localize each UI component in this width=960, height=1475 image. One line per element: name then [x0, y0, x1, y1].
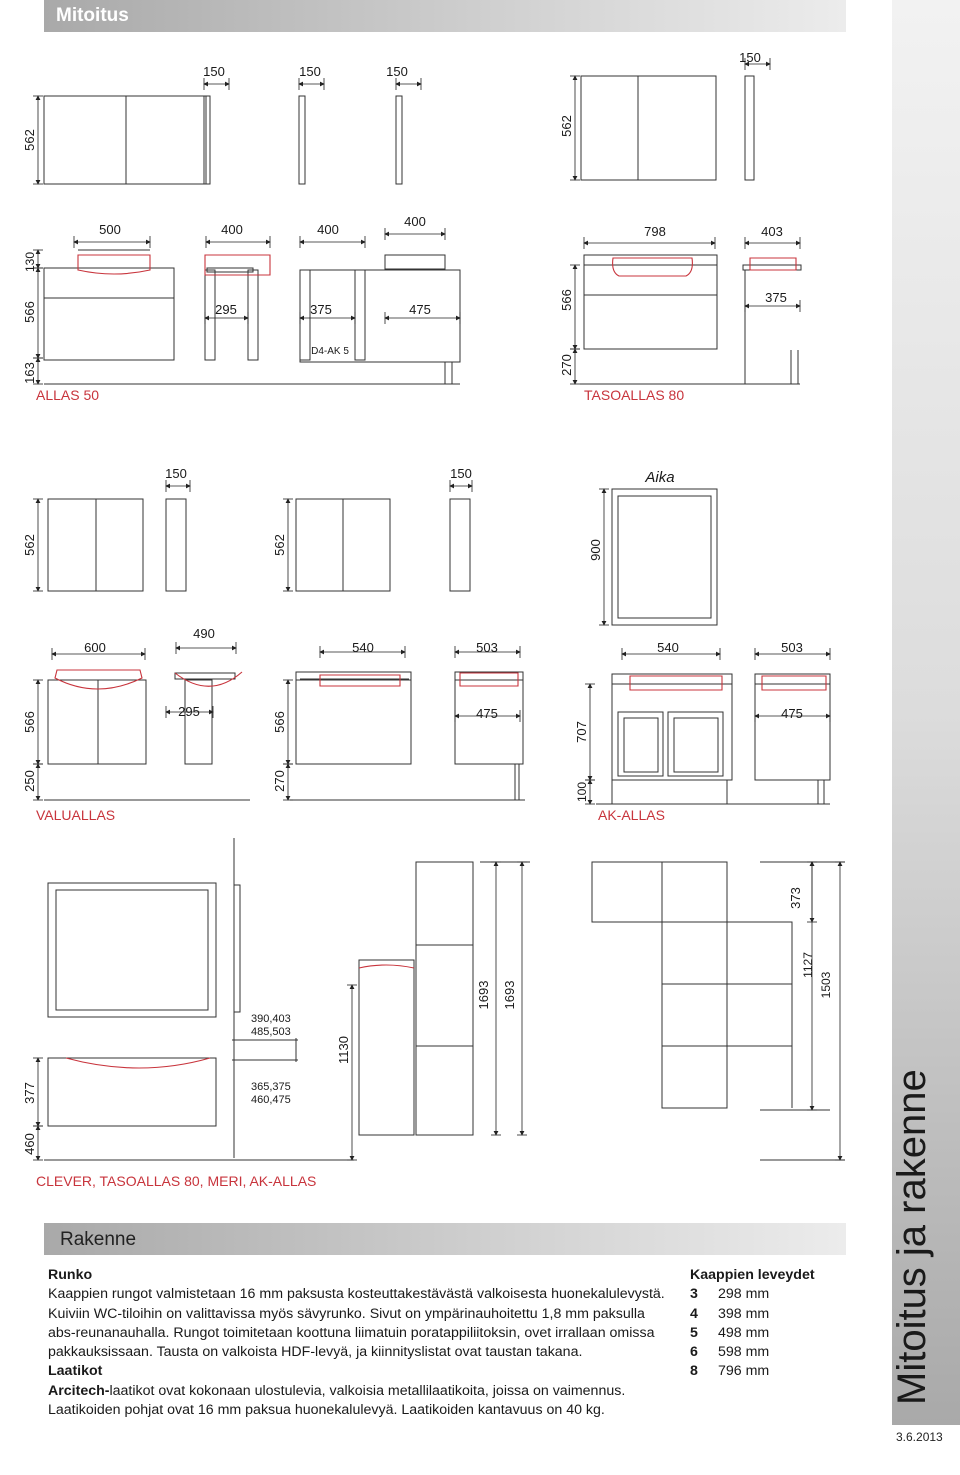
- cabinet-outline: [355, 270, 365, 360]
- cabinet-outline: [612, 489, 717, 625]
- arcitech-body: laatikot ovat kokonaan ulostulevia, valkoisia metallilaatikoita, joissa on vaimennus. Laatikoiden pohjat ovat 16 mm paksua huonekalulevyä. Laatikoiden kantavuus on 40 kg.: [48, 1382, 626, 1419]
- cabinet-outline: [175, 673, 235, 679]
- dimension-label: 562: [22, 534, 37, 556]
- cabinet-outline: [662, 984, 727, 1046]
- dimension-label: 798: [644, 224, 666, 239]
- basin-outline: [78, 255, 150, 274]
- dimension-label: 600: [84, 640, 106, 655]
- basin-outline: [762, 676, 826, 690]
- dimension-label: 475: [409, 302, 431, 317]
- logo-text: Aika: [645, 469, 675, 486]
- cabinet-outline: [359, 960, 414, 1135]
- dimension-label: 566: [22, 711, 37, 733]
- section-title: VALUALLAS: [36, 807, 116, 823]
- dimension-label: 540: [657, 640, 679, 655]
- basin-outline: [66, 1058, 210, 1068]
- dimension-label: 562: [22, 129, 37, 151]
- dimension-label: 566: [272, 711, 287, 733]
- cabinet-outline: [44, 268, 174, 298]
- cabinet-outline: [674, 718, 718, 772]
- cabinet-outline: [450, 499, 470, 591]
- dimension-label: 150: [386, 64, 408, 79]
- dimension-label: 566: [22, 301, 37, 323]
- dimension-label: 1127: [801, 952, 815, 978]
- dimension-label: 707: [574, 721, 589, 743]
- runko-title: Runko: [48, 1267, 93, 1283]
- cabinet-outline: [343, 499, 390, 591]
- cabinet-outline: [581, 76, 638, 180]
- basin-outline: [613, 258, 693, 276]
- cabinet-outline: [126, 96, 206, 184]
- dimension-label: 377: [22, 1082, 37, 1104]
- upper-widths-label: 390,403 485,503: [251, 1013, 291, 1038]
- dimension-label: 295: [178, 704, 200, 719]
- width-row: 8 796 mm: [690, 1363, 770, 1380]
- dimension-label: 295: [215, 302, 237, 317]
- cabinet-outline: [745, 76, 754, 180]
- cabinet-outline: [455, 680, 523, 764]
- laatikot-title: Laatikot: [48, 1363, 103, 1380]
- cabinet-outline: [48, 680, 98, 764]
- dimension-label: 250: [22, 770, 37, 792]
- width-row: 5 498 mm: [690, 1324, 770, 1341]
- section-title: CLEVER, TASOALLAS 80, MERI, AK-ALLAS: [36, 1173, 317, 1189]
- dimension-label: 270: [272, 770, 287, 792]
- arcitech-bold: Arcitech-: [48, 1382, 110, 1399]
- dimension-label: 562: [272, 534, 287, 556]
- dimension-label: 375: [765, 290, 787, 305]
- cabinet-outline: [416, 1046, 473, 1135]
- rakenne-title: Rakenne: [60, 1229, 137, 1250]
- dimension-label: 150: [299, 64, 321, 79]
- cabinet-outline: [205, 270, 215, 360]
- cabinet-outline: [755, 684, 830, 780]
- basin-outline: [750, 258, 796, 270]
- dimension-label: 566: [559, 289, 574, 311]
- cabinet-outline: [416, 862, 473, 1046]
- dimension-label: 375: [310, 302, 332, 317]
- cabinet-outline: [727, 922, 792, 984]
- dimension-label: 400: [317, 222, 339, 237]
- dimension-label: 400: [221, 222, 243, 237]
- cabinet-outline: [584, 265, 717, 295]
- cabinet-outline: [299, 96, 305, 184]
- cabinet-outline: [300, 270, 310, 360]
- dimension-label: 130: [23, 251, 37, 273]
- dimension-label: 1693: [476, 980, 491, 1010]
- dimension-label: 163: [22, 362, 37, 384]
- cabinet-outline: [584, 255, 717, 265]
- cabinet-outline: [396, 96, 402, 184]
- cabinet-outline: [385, 255, 445, 269]
- dimension-label: 150: [450, 466, 472, 481]
- dimension-label: 400: [404, 214, 426, 229]
- dimension-label: 503: [781, 640, 803, 655]
- cabinet-outline: [624, 718, 658, 772]
- cabinet-outline: [48, 883, 216, 1017]
- width-row: 4 398 mm: [690, 1305, 770, 1322]
- widths-title: Kaappien leveydet: [690, 1267, 815, 1283]
- cabinet-widths: [690, 1266, 870, 1382]
- dimension-label: 100: [575, 781, 589, 803]
- cabinet-outline: [96, 499, 143, 591]
- cabinet-outline: [234, 885, 240, 1012]
- cabinet-outline: [662, 862, 727, 922]
- structure-text: [48, 1266, 668, 1420]
- basin-outline: [359, 965, 414, 968]
- dimension-label: 475: [476, 706, 498, 721]
- width-row: 6 598 mm: [690, 1344, 770, 1361]
- dimension-label: 1503: [819, 971, 833, 999]
- dimension-label: 562: [559, 115, 574, 137]
- dimension-label: 900: [588, 539, 603, 561]
- dimension-label: 403: [761, 224, 783, 239]
- lower-widths-label: 365,375 460,475: [251, 1081, 291, 1106]
- section-title: AK-ALLAS: [598, 807, 665, 823]
- dimension-label: 373: [788, 887, 803, 909]
- basin-outline: [630, 676, 722, 690]
- cabinet-outline: [618, 712, 663, 776]
- cabinet-outline: [296, 499, 343, 591]
- dimension-label: 475: [781, 706, 803, 721]
- section-title: TASOALLAS 80: [584, 387, 685, 403]
- cabinet-outline: [612, 684, 732, 780]
- cabinet-outline: [248, 270, 258, 360]
- cabinet-outline: [743, 265, 801, 270]
- cabinet-outline: [185, 680, 212, 764]
- cabinet-outline: [48, 499, 96, 591]
- dimension-label: 500: [99, 222, 121, 237]
- cabinet-outline: [618, 496, 711, 618]
- date: 3.6.2013: [896, 1430, 943, 1444]
- dimension-label: 150: [739, 50, 761, 65]
- cabinet-outline: [44, 96, 126, 184]
- cabinet-outline: [727, 984, 792, 1046]
- cabinet-outline: [662, 1046, 727, 1108]
- dimension-label: 150: [165, 466, 187, 481]
- dimension-label: 150: [203, 64, 225, 79]
- cabinet-outline: [638, 76, 716, 180]
- dimension-label: 540: [352, 640, 374, 655]
- dimension-label: 270: [559, 354, 574, 376]
- cabinet-outline: [98, 680, 146, 764]
- dimension-label: 460: [22, 1133, 37, 1155]
- dimension-label: 1693: [502, 980, 517, 1010]
- cabinet-outline: [668, 712, 723, 776]
- section-title: ALLAS 50: [36, 387, 100, 403]
- cabinet-outline: [662, 922, 727, 984]
- cabinet-outline: [56, 890, 208, 1010]
- cabinet-outline: [48, 680, 146, 764]
- dimension-label: 503: [476, 640, 498, 655]
- dimension-label: 1130: [336, 1036, 351, 1064]
- dimension-label: 490: [193, 626, 215, 641]
- cabinet-outline: [44, 298, 174, 360]
- cabinet-outline: [166, 499, 186, 591]
- cabinet-outline: [296, 680, 411, 764]
- width-row: 3 298 mm: [690, 1286, 770, 1303]
- runko-body: Kaappien rungot valmistetaan 16 mm paksusta kosteuttakestävästä valkoisesta huonekalulevystä. Kuiviin WC-tiloihin on valittavissa myös sävyrunko. Sivut on ympärinauhoitettu 1,8 mm paksulla abs-reunanauhalla. Rungot toimitetaan koottuna liimatuin poratappiliitoksin, ovet irrallaan omissa pakkauksissaan. Tausta on valkoista HDF-levyä, ja kiinnityslistat ovat taustan takana.: [48, 1286, 665, 1361]
- cabinet-outline: [592, 862, 662, 922]
- cabinet-outline: [584, 295, 717, 349]
- model-label: D4-AK 5: [311, 346, 349, 357]
- page-title: Mitoitus: [56, 5, 129, 26]
- cabinet-outline: [204, 96, 210, 184]
